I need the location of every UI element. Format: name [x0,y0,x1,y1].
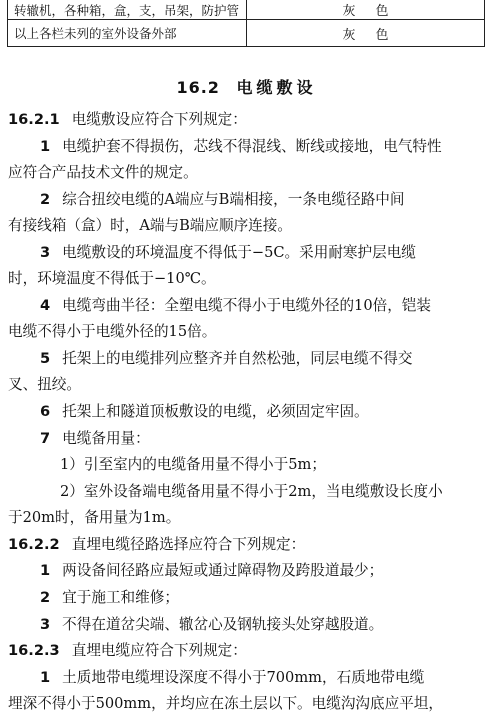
line-text: 电缆敷设应符合下列规定： [71,111,247,128]
line-text: 埋深不得小于500mm，并均应在冻土层以下。电缆沟沟底应平坦， [8,695,443,712]
line-text: 电缆护套不得损伤，芯线不得混线、断线或接地，电气特性 [62,138,442,155]
line-text: 综合扭绞电缆的A端应与B端相接，一条电缆径路中间 [62,191,405,208]
item-line [40,589,179,607]
section-number: 16.2 [176,78,220,97]
continuation-line [8,323,216,341]
line-text: 不得在道岔尖端、辙岔心及钢轨接头处穿越股道。 [62,616,384,633]
line-text: 电缆备用量： [62,430,150,447]
line-text: 叉、扭绞。 [8,376,81,393]
line-text: 直埋电缆径路选择应符合下列规定： [71,536,306,553]
clause-line [8,642,247,660]
item-line [40,669,424,687]
item-number: 2 [40,191,51,208]
row-description: 转辙机，各种箱，盒，支，吊架，防护管 [8,0,247,20]
item-line [40,138,442,156]
line-text: 两设备间径路应最短或通过障碍物及跨股道最少； [62,562,384,579]
line-text: 电缆不得小于电缆外径的15倍。 [8,323,217,340]
item-number: 3 [40,616,51,633]
line-text: 托架上和隧道顶板敷设的电缆，必须固定牢固。 [62,403,369,420]
item-line [40,191,404,209]
line-text: 时，环境温度不得低于−10℃。 [8,270,216,287]
continuation-line [8,376,81,394]
item-number: 1 [40,669,51,686]
section-heading [0,75,493,98]
item-number: 1 [40,562,51,579]
continuation-line [8,695,443,713]
item-number: 6 [40,403,51,420]
row-color: 灰色 [247,0,485,20]
line-text: 土质地带电缆埋设深度不得小于700mm，石质地带电缆 [62,669,425,686]
continuation-line [8,217,292,235]
continuation-line [60,483,443,501]
item-number: 2 [40,589,51,606]
line-text: 应符合产品技术文件的规定。 [8,164,198,181]
clause-line [8,111,247,129]
row-description: 以上各栏未列的室外设备外部 [8,20,247,47]
row-color: 灰色 [247,20,485,47]
item-number: 5 [40,350,51,367]
item-line [40,350,412,368]
item-number: 4 [40,297,51,314]
table-row [8,0,485,20]
line-text: 电缆弯曲半径：全塑电缆不得小于电缆外径的10倍，铠装 [62,297,431,314]
item-number: 1 [40,138,51,155]
item-line [40,403,369,421]
item-line [40,297,431,315]
item-line [40,562,383,580]
item-line [40,616,383,634]
continuation-line [8,164,198,182]
line-text: 托架上的电缆排列应整齐并自然松弛，同层电缆不得交 [62,350,413,367]
equipment-color-table [7,0,485,47]
continuation-line [8,270,216,288]
clause-number: 16.2.1 [8,111,60,128]
line-text: 宜于施工和维修； [62,589,179,606]
line-text: 电缆敷设的环境温度不得低于−5C。采用耐寒护层电缆 [62,244,416,261]
line-text: 2）室外设备端电缆备用量不得小于2m，当电缆敷设长度小 [60,483,443,500]
item-number: 3 [40,244,51,261]
item-line [40,244,416,262]
continuation-line [8,509,180,527]
item-number: 7 [40,430,51,447]
clause-line [8,536,305,554]
clause-number: 16.2.3 [8,642,60,659]
section-title: 电缆敷设 [236,78,317,97]
line-text: 直埋电缆应符合下列规定： [71,642,247,659]
line-text: 1）引至室内的电缆备用量不得小于5m； [60,456,326,473]
clause-number: 16.2.2 [8,536,60,553]
line-text: 有接线箱（盒）时，A端与B端应顺序连接。 [8,217,292,234]
line-text: 于20m时，备用量为1m。 [8,509,181,526]
item-line [40,430,150,448]
table-row [8,20,485,47]
continuation-line [60,456,326,474]
